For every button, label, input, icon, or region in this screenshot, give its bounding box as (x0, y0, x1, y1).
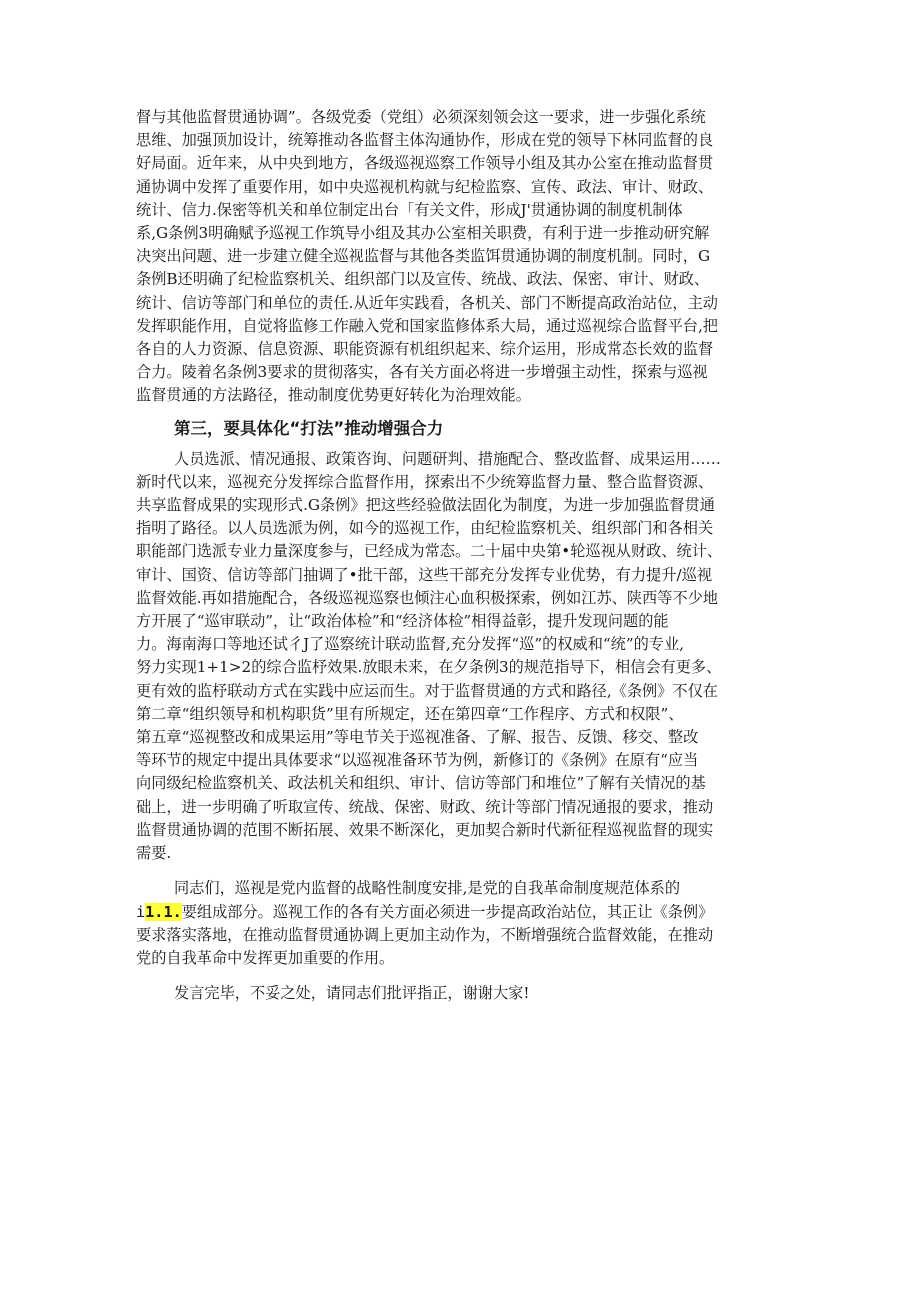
para2-line-11: 更有效的监杼联动方式在实践中应运而生。对于监督贯通的方式和路径,《条例》不仅在 (136, 681, 718, 700)
paragraph-conclusion (136, 877, 782, 970)
para2-line-14: 等环节的规定中提出具体要求“以巡视准备环节为例，新修订的《条例》在原有“应当 (136, 751, 699, 770)
closing-remark: 发言完毕，不妥之处，请同志们批评指正，谢谢大家! (174, 984, 530, 1003)
paragraph-supervision-coordination (136, 106, 782, 408)
para2-line-8: 方开展了“巡审联动”，让“政治体检”和“经济体检”相得益彰，提升发现问题的能 (136, 612, 669, 631)
para1-line-4: 通协调中发挥了重要作用，如中央巡视机构就与纪检监察、宣传、政法、审计、财政、 (136, 177, 714, 196)
para2-line-17: 监督贯通协调的范围不断拓展、效果不断深化，更加契合新时代新征程巡视监督的现实 (136, 820, 714, 839)
para2-line-5: 职能部门选派专业力量深度参与，已经成为常态。二十届中央第•轮巡视从财政、统计、 (136, 542, 723, 561)
para1-line-9: 统计、信访等部门和单位的责任.从近年实践看，各机关、部门不断提高政治站位，主动 (136, 293, 718, 312)
para2-line-1: 人员选派、情况通报、政策咨询、问题研判、措施配合、整改监督、成果运用…… (174, 449, 721, 468)
para2-line-2: 新时代以来，巡视充分发挥综合监督作用，探索出不少统筹监督力量、整合监督资源、 (136, 472, 714, 491)
paragraph-specific-methods (136, 448, 782, 866)
para2-line-15: 向同级纪检监察机关、政法机关和组织、审计、信访等部门和堆位”了解有关情况的基 (136, 774, 706, 793)
para1-line-2: 思维、加强顶加设计，统筹推动各监督主体沟通协作，形成在党的领导下林同监督的良 (136, 131, 714, 150)
section-heading-third: 第三，要具体化“打法”推动增强合力 (174, 418, 444, 438)
para1-line-13: 监督贯通的方法路径，推动制度优势更好转化为治理效能。 (136, 386, 531, 405)
highlighted-text: 1.1. (145, 902, 182, 921)
para2-line-10: 努力实现1+1>2的综合监杼效果.放眼未来，在夕条例3的规范指导下，相信会有更多、 (136, 658, 722, 677)
para1-line-12: 合力。陵着名条例3要求的贯彻落实，各有关方面必将进一步增强主动性，探索与巡视 (136, 363, 708, 382)
para2-line-6: 审计、国资、信访等部门抽调了•批干部，这些干部充分发挥专业优势，有力提升/巡视 (136, 565, 713, 584)
para2-line-4: 指明了路径。以人员选派为例，如今的巡视工作，由纪检监察机关、组织部门和各相关 (136, 519, 714, 538)
para2-line-7: 监督效能.再如措施配合，各级巡视巡察也倾注心血积极探索，例如江苏、陕西等不少地 (136, 588, 718, 607)
para2-line-3: 共享监督成果的实现形式.G条例》把这些经验做法固化为制度，为进一步加强监督贯通 (136, 496, 715, 515)
document-page (136, 106, 782, 1005)
para2-line-9: 力。海南海口等地还试彳J了巡察统计联动监督,充分发挥“巡”的权威和“统”的专业, (136, 635, 684, 654)
para1-line-1: 督与其他监督贯通协调”。各级党委（党组）必须深刻领会这一要求，进一步强化系统 (136, 108, 706, 126)
para3-line-1: 要求落实落地，在推动监督贯通协调上更加主动作为，不断增强统合监督效能，在推动 (136, 925, 714, 944)
para1-line-6: 系,G条例3明确赋予巡视工作筑导小组及其办公室相关职费，有利于进一步推动研究解 (136, 224, 710, 243)
conclusion-line-2 (136, 901, 782, 924)
conclusion-line-1: 同志们，巡视是党内监督的战略性制度安排,是党的自我革命制度规范体系的 (174, 879, 681, 898)
para1-line-5: 统计、信力.保密等机关和单位制定出台「有关文件，形成J'贯通协调的制度机制体 (136, 200, 683, 219)
para1-line-10: 发挥职能作用，自觉将监修工作融入党和国家监修体系大局，通过巡视综合监督平台,把 (136, 316, 718, 335)
para1-line-7: 决突出问题、进一步建立健全巡视监督与其他各类监饵贯通协调的制度机制。同时，G (136, 247, 711, 266)
para2-line-12: 第二章“组织领导和机构职货”里有所规定，还在第四章“工作程序、方式和权限”、 (136, 704, 684, 723)
para2-line-18: 需要. (136, 844, 172, 863)
para1-line-11: 各自的人力资源、信息资源、职能资源有机组织起来、综介运用，形成常态长效的监督 (136, 340, 714, 359)
conclusion-line-2-rest: 要组成部分。巡视工作的各有关方面必须进一步提高政治站位，其正让《条例》 (181, 902, 714, 921)
para1-line-3: 好局面。近年来，从中央到地方，各级巡视巡察工作领导小组及其办公室在推动监督贯 (136, 154, 714, 173)
para2-line-13: 第五章“巡视整改和成果运用”等电节关于巡视准备、了解、报告、反馈、移交、整改 (136, 728, 699, 747)
para3-line-2: 党的自我革命中发挥更加重要的作用。 (136, 948, 395, 967)
conclusion-remaining-lines (136, 924, 782, 970)
para1-line-8: 条例B还明确了纪检监察机关、组织部门以及宣传、统战、政法、保密、审计、财政、 (136, 270, 710, 289)
para2-line-16: 础上，进一步明确了听取宣传、统战、保密、财政、统计等部门情况通报的要求，推动 (136, 797, 714, 816)
stray-char: i (136, 902, 146, 921)
